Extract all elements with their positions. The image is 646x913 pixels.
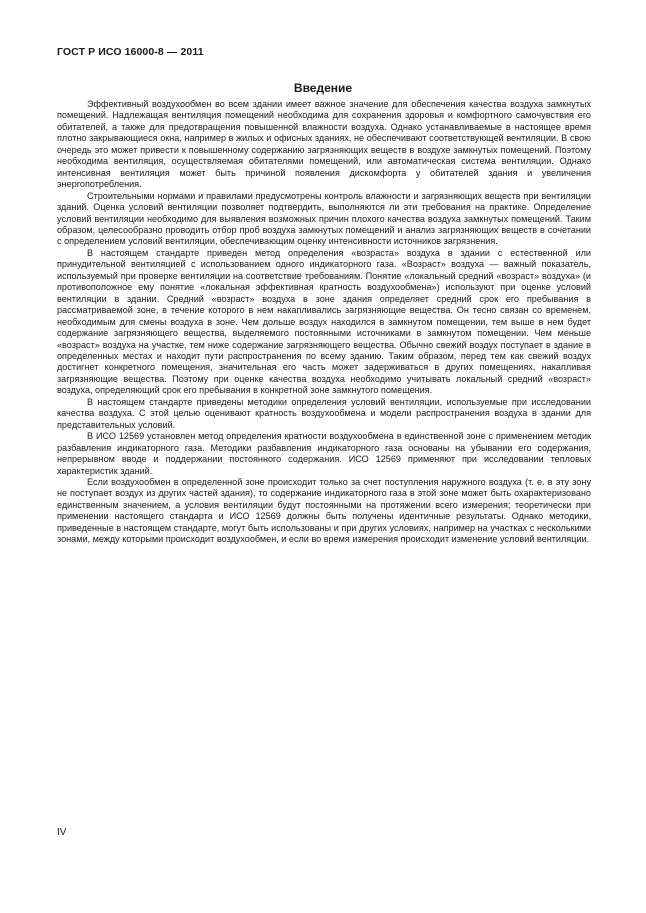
paragraph: Строительными нормами и правилами предусмотрены контроль влажности и загрязняющих веществ при вентиляции зданий. Оценка условий вентиляции позволяет подтвердить, выполняются ли эти требования на практике. Определение условий вентиляции необходимо для выявления возможных причин плохого качества воздуха замкнутых помещений. Таким образом, целесообразно проводить отбор проб воздуха замкнутых помещений и анализ загрязняющих веществ в сочетании с определением условий вентиляции, обеспечивающим оценку интенсивности источников загрязнения. bbox=[57, 190, 591, 247]
page-number: IV bbox=[57, 827, 67, 838]
section-title: Введение bbox=[293, 81, 353, 95]
introduction-body bbox=[57, 99, 591, 546]
standard-designation: ГОСТ Р ИСО 16000-8 — 2011 bbox=[57, 46, 204, 58]
paragraph: В ИСО 12569 установлен метод определения кратности воздухообмена в единственной зоне с применением методик разбавления индикаторного газа. Методики разбавления индикаторного газа основаны на убывании его содержания, непрерывном вводе и поддержании постоянного содержания. ИСО 12569 применяют при исследовании тепловых характеристик зданий. bbox=[57, 431, 591, 476]
paragraph: Если воздухообмен в определенной зоне происходит только за счет поступления наружного воздуха (т. е. в эту зону не поступает воздух из других частей здания), то содержание индикаторного газа в этой зоне может быть охарактеризовано единственным значением, а условия вентиляции будут постоянными на протяжении всего измерения; теоретически при применении настоящего стандарта и ИСО 12569 должны быть получены идентичные результаты. Однако методики, приведенные в настоящем стандарте, могут быть использованы и при других условиях, например на участках с несколькими зонами, между которыми происходит воздухообмен, и если во время измерения происходит изменение условий вентиляции. bbox=[57, 476, 591, 545]
paragraph: Эффективный воздухообмен во всем здании имеет важное значение для обеспечения качества воздуха замкнутых помещений. Надлежащая вентиляция помещений необходима для сохранения здоровья и комфортного самочувствия его обитателей, а также для предотвращения повышенной влажности воздуха. Однако устанавливаемые в настоящее время плотно закрывающиеся окна, например в жилых и офисных зданиях, не обеспечивают соответствующей вентиляции. В свою очередь это может привести к повышенному содержанию загрязняющих веществ в воздухе замкнутых помещений. Поэтому необходима вентиляция, осуществляемая обитателями помещений, или автоматическая система вентиляции. Однако интенсивная вентиляция может быть причиной появления дискомфорта у обитателей здания и увеличения энергопотребления. bbox=[57, 99, 591, 190]
paragraph: В настоящем стандарте приведен метод определения «возраста» воздуха в здании с естественной или принудительной вентиляцией с использованием одного индикаторного газа. «Возраст» воздуха — важный показатель, используемый при проверке вентиляции на соответствие требованиям. Понятие «локальный средний «возраст» воздуха» (и противоположное ему понятие «локальная эффективная кратность воздухообмена») используют при оценке условий вентиляции в здании. Средний «возраст» воздуха в зоне здания определяет средний срок его пребывания в рассматриваемой зоне, в течение которого в нем накапливались загрязняющие вещества. Он тесно связан со временем, необходимым для смены воздуха в зоне. Чем дольше воздух находился в замкнутом помещении, тем выше в нем будет содержание загрязняющего вещества, выделяемого постоянными источниками в замкнутом помещении. Чем меньше «возраст» воздуха на участке, тем ниже содержание загрязняющего вещества. Обычно свежий воздух поступает в здание в определенных местах и находит пути распространения по всему зданию. Таким образом, перед тем как свежий воздух достигнет конкретного помещения, значительная его часть может задерживаться в других помещениях, накапливая загрязняющие вещества. Поэтому при оценке качества воздуха необходимо учитывать локальный средний «возраст» воздуха, определяющий срок его пребывания в конкретной зоне замкнутого помещения. bbox=[57, 247, 591, 396]
paragraph: В настоящем стандарте приведены методики определения условий вентиляции, используемые при исследовании качества воздуха. С этой целью оценивают кратность воздухообмена и модели распространения воздуха в здании для представительных условий. bbox=[57, 396, 591, 430]
